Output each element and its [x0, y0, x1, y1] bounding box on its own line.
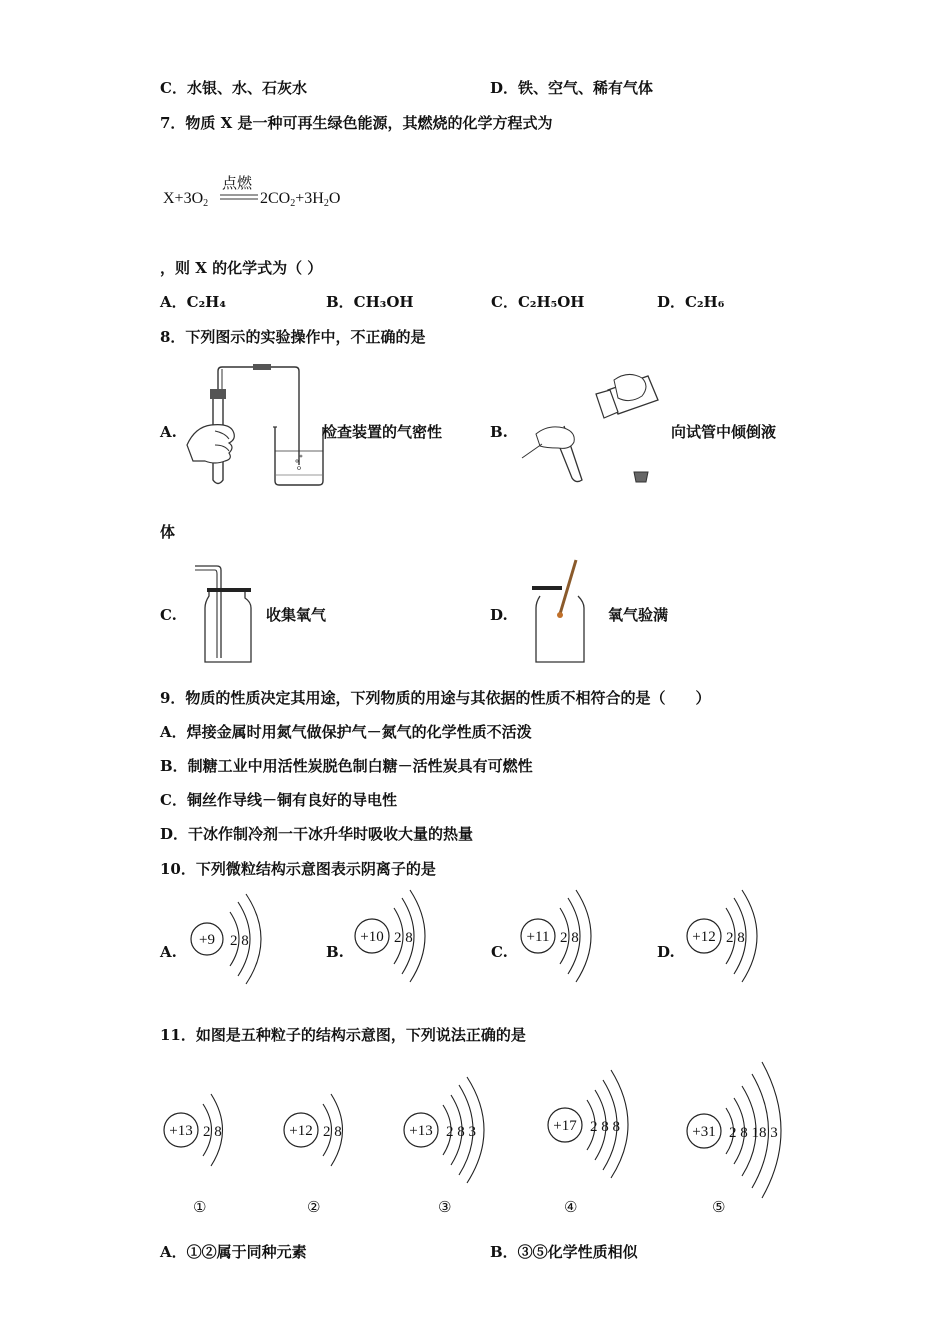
- q10-stem: 10．下列微粒结构示意图表示阴离子的是: [160, 860, 436, 878]
- nucleus-charge: +9: [199, 932, 215, 948]
- q10-a-letter: A.: [160, 943, 177, 961]
- q10-atom-c: [520, 888, 595, 988]
- shell-electrons: 2 8: [726, 930, 745, 946]
- q11-particle-4: [547, 1068, 642, 1178]
- q7-equation-left: X+3O: [163, 190, 204, 207]
- q8-b-letter: B.: [490, 423, 508, 441]
- q8-b-text-cont: 体: [160, 523, 176, 541]
- q11-label-5: ⑤: [712, 1198, 726, 1216]
- q7-equation-water: +3H: [295, 190, 324, 207]
- q10-atom-a: [190, 892, 265, 992]
- q11-option-a: A．①②属于同种元素: [160, 1243, 307, 1261]
- q11-particle-2: [283, 1082, 363, 1182]
- q6-option-c: C．水银、水、石灰水: [160, 79, 307, 97]
- q9-option-b: B．制糖工业中用活性炭脱色制白糖－活性炭具有可燃性: [160, 757, 533, 775]
- q11-stem: 11．如图是五种粒子的结构示意图，下列说法正确的是: [160, 1026, 526, 1044]
- q7-equals-sign: [220, 194, 258, 202]
- q10-c-letter: C.: [491, 943, 508, 961]
- q11-particle-3: [403, 1075, 498, 1185]
- nucleus-charge: +10: [360, 929, 384, 945]
- airtightness-check-illustration: [185, 365, 325, 490]
- q11-label-3: ③: [438, 1198, 452, 1216]
- q7-tail: ，则 X 的化学式为（ ）: [160, 259, 323, 277]
- q6-option-d: D．铁、空气、稀有气体: [490, 79, 654, 97]
- shell-electrons: 2 8 3: [446, 1124, 476, 1140]
- q8-d-text: 氧气验满: [608, 606, 669, 624]
- q10-b-letter: B.: [326, 943, 344, 961]
- q8-b-text: 向试管中倾倒液: [671, 423, 777, 441]
- q9-option-d: D．干冰作制冷剂一干冰升华时吸收大量的热量: [160, 825, 474, 843]
- q8-c-text: 收集氧气: [266, 606, 327, 624]
- pour-liquid-illustration: [518, 370, 663, 490]
- shell-electrons: 2 8 8: [590, 1119, 620, 1135]
- q7-condition: 点燃: [222, 176, 253, 192]
- oxygen-full-test-illustration: [532, 558, 592, 666]
- q8-c-letter: C.: [160, 606, 177, 624]
- q9-option-c: C．铜丝作导线－铜有良好的导电性: [160, 791, 397, 809]
- shell-electrons: 2 8: [230, 933, 249, 949]
- q7-option-d: D．C₂H₆: [657, 293, 725, 311]
- q8-a-text: 检查装置的气密性: [322, 423, 443, 441]
- nucleus-charge: +13: [409, 1123, 433, 1139]
- q10-d-letter: D.: [657, 943, 675, 961]
- q8-d-letter: D.: [490, 606, 508, 624]
- nucleus-charge: +13: [169, 1123, 193, 1139]
- q11-label-1: ①: [193, 1198, 207, 1216]
- nucleus-charge: +31: [692, 1124, 716, 1140]
- nucleus-charge: +11: [526, 929, 550, 945]
- shell-electrons: 2 8: [323, 1124, 342, 1140]
- shell-electrons: 2 8: [394, 930, 413, 946]
- shell-electrons: 2 8: [560, 930, 579, 946]
- q7-stem: 7．物质 X 是一种可再生绿色能源，其燃烧的化学方程式为: [160, 114, 553, 132]
- nucleus-charge: +12: [289, 1123, 313, 1139]
- q7-option-c: C．C₂H₅OH: [491, 293, 585, 311]
- q8-stem: 8．下列图示的实验操作中，不正确的是: [160, 328, 426, 346]
- q7-option-b: B．CH₃OH: [326, 293, 414, 311]
- q7-equation-right: 2CO: [260, 190, 291, 207]
- q11-particle-1: [163, 1082, 243, 1182]
- nucleus-charge: +12: [692, 929, 716, 945]
- collect-oxygen-illustration: [195, 562, 255, 664]
- q7-option-a: A．C₂H₄: [160, 293, 226, 311]
- q11-label-4: ④: [564, 1198, 578, 1216]
- q11-option-b: B．③⑤化学性质相似: [490, 1243, 638, 1261]
- shell-electrons: 2 8 18 3: [729, 1125, 778, 1141]
- nucleus-charge: +17: [553, 1118, 577, 1134]
- q10-atom-b: [354, 888, 429, 988]
- q11-particle-5: [686, 1060, 796, 1190]
- q8-a-letter: A.: [160, 423, 177, 441]
- q9-option-a: A．焊接金属时用氮气做保护气－氮气的化学性质不活泼: [160, 723, 532, 741]
- q9-stem: 9．物质的性质决定其用途，下列物质的用途与其依据的性质不相符合的是（ ）: [160, 689, 711, 707]
- shell-electrons: 2 8: [203, 1124, 222, 1140]
- q11-label-2: ②: [307, 1198, 321, 1216]
- q10-atom-d: [686, 888, 761, 988]
